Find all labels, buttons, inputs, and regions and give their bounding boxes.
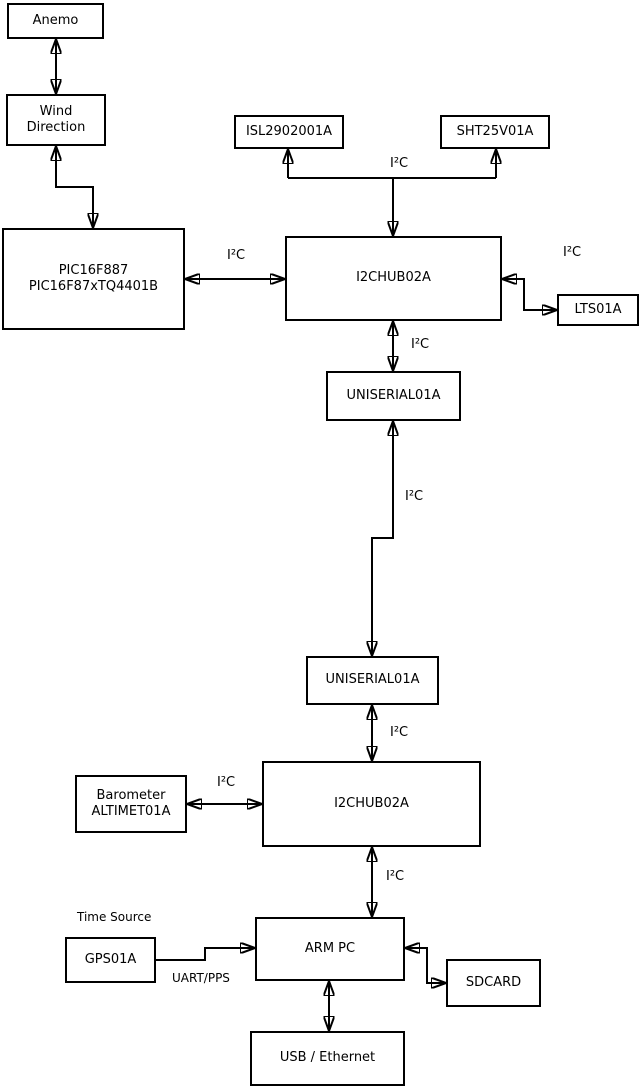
edge-label-hub-uniserial-i2c: I²C — [411, 337, 430, 352]
node-pic16f887-label-line1: PIC16F887 — [58, 262, 129, 278]
edge-label-hub2-armpc-i2c: I²C — [386, 869, 405, 884]
connector-gps-armpc — [156, 948, 255, 960]
node-uniserial01a-upper — [326, 371, 461, 421]
edge-label-barometer-hub2-i2c: I²C — [217, 775, 236, 790]
node-sdcard — [446, 959, 541, 1007]
node-lts01a — [557, 294, 639, 326]
edge-label-uart-pps: UART/PPS — [172, 971, 230, 985]
node-arm-pc-label: ARM PC — [304, 940, 356, 956]
connector-wind-pic — [56, 146, 93, 228]
node-uniserial01a-upper-label: UNISERIAL01A — [346, 387, 441, 403]
node-isl2902001a — [234, 115, 344, 149]
connector-hub1-lts — [502, 279, 557, 310]
node-barometer-label-line1: Barometer — [96, 787, 166, 803]
edge-label-uniserial-link-i2c: I²C — [405, 489, 424, 504]
node-i2chub02a-lower-label: I2CHUB02A — [334, 795, 409, 811]
node-usb-ethernet-label: USB / Ethernet — [279, 1050, 376, 1066]
node-pic16f887 — [2, 228, 185, 330]
connector-armpc-sdcard — [405, 948, 446, 983]
node-sht25v01a-label: SHT25V01A — [456, 123, 534, 139]
edge-label-hub-lts-i2c: I²C — [563, 245, 582, 260]
node-wind-direction — [6, 94, 106, 146]
node-lts01a-label: LTS01A — [574, 301, 622, 317]
node-sht25v01a — [440, 115, 550, 149]
edge-label-pic-hub-i2c: I²C — [227, 248, 246, 263]
node-uniserial01a-lower — [306, 656, 439, 705]
node-gps01a — [65, 937, 156, 983]
annotation-time-source: Time Source — [77, 910, 152, 924]
node-sdcard-label: SDCARD — [465, 974, 522, 990]
node-i2chub02a-lower — [262, 761, 481, 847]
node-pic16f887-label-line2: PIC16F87xTQ4401B — [28, 279, 159, 294]
node-isl2902001a-label: ISL2902001A — [245, 123, 333, 139]
node-barometer-altimet01a — [75, 775, 187, 833]
node-anemo — [7, 3, 104, 39]
node-gps01a-label: GPS01A — [84, 951, 137, 967]
node-wind-direction-label-line2: Direction — [26, 120, 86, 135]
node-anemo-label: Anemo — [32, 12, 79, 28]
node-arm-pc — [255, 917, 405, 981]
node-wind-direction-label-line1: Wind — [39, 103, 73, 119]
edge-label-uniserial-hub2-i2c: I²C — [390, 725, 409, 740]
node-i2chub02a-upper — [285, 236, 502, 321]
node-i2chub02a-upper-label: I2CHUB02A — [356, 270, 431, 286]
node-usb-ethernet — [250, 1031, 405, 1086]
connector-uniserial1-uniserial2 — [372, 421, 393, 656]
node-barometer-label-line2: ALTIMET01A — [91, 804, 171, 819]
edge-label-sensor-bus-i2c: I²C — [390, 156, 409, 171]
node-uniserial01a-lower-label: UNISERIAL01A — [325, 672, 420, 688]
